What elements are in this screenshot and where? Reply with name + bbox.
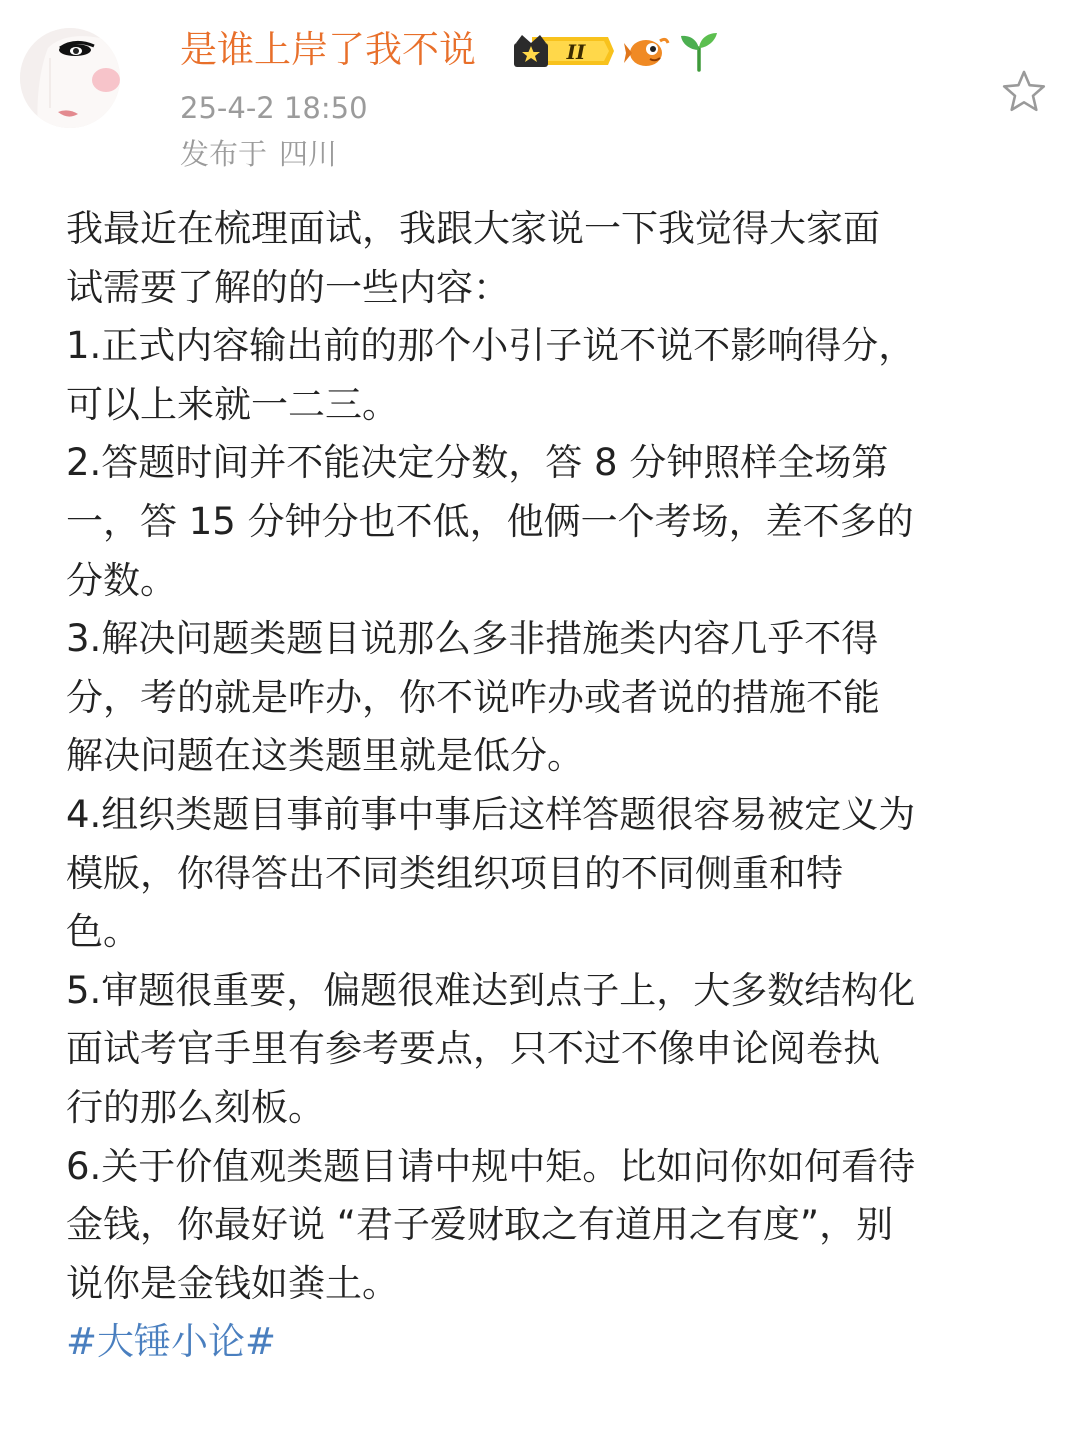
badge-level-label: II [566, 40, 586, 64]
post-content [66, 200, 1006, 1372]
content-line: 说你是金钱如粪土。 [66, 1261, 399, 1305]
star-outline-icon[interactable] [1000, 68, 1048, 116]
content-line: 3.解决问题类题目说那么多非措施类内容几乎不得 [66, 617, 879, 661]
content-line: 一，答 15 分钟分也不低，他俩一个考场，差不多的 [66, 499, 914, 543]
avatar[interactable] [20, 28, 120, 128]
content-line: 6.关于价值观类题目请中规中矩。比如问你如何看待 [66, 1144, 916, 1188]
post-location [180, 134, 337, 174]
content-line: 分，考的就是咋办，你不说咋办或者说的措施不能 [66, 675, 880, 719]
author-badges [512, 28, 720, 74]
location-name: 四川 [279, 137, 338, 171]
content-line: 模版，你得答出不同类组织项目的不同侧重和特 [66, 851, 843, 895]
content-line: 试需要了解的的一些内容： [66, 265, 510, 309]
content-line: 我最近在梳理面试，我跟大家说一下我觉得大家面 [66, 207, 880, 250]
content-line: 分数。 [66, 558, 177, 602]
content-line: 4.组织类题目事前事中事后这样答题很容易被定义为 [66, 792, 916, 836]
content-line: 可以上来就一二三。 [66, 382, 399, 426]
content-line: 5.审题很重要，偏题很难达到点子上，大多数结构化 [66, 968, 916, 1012]
content-line: 面试考官手里有参考要点，只不过不像申论阅卷执 [66, 1027, 880, 1071]
post-timestamp: 25-4-2 18:50 [180, 91, 368, 125]
content-line: 1.正式内容输出前的那个小引子说不说不影响得分， [66, 324, 916, 368]
content-line: 解决问题在这类题里就是低分。 [66, 734, 584, 778]
member-crown-badge-icon[interactable] [512, 31, 616, 71]
content-line: 金钱，你最好说 “君子爱财取之有道用之有度”，别 [66, 1203, 894, 1247]
fish-emoji-icon [624, 31, 670, 71]
location-prefix: 发布于 [180, 137, 268, 171]
content-line: 行的那么刻板。 [66, 1085, 325, 1129]
content-line: 色。 [66, 910, 140, 954]
author-name[interactable]: 是谁上岸了我不说 [180, 28, 476, 71]
sprout-emoji-icon [678, 30, 720, 72]
content-line: 2.答题时间并不能决定分数，答 8 分钟照样全场第 [66, 441, 889, 485]
topic-hashtag-link[interactable]: #大锤小论# [66, 1320, 277, 1364]
